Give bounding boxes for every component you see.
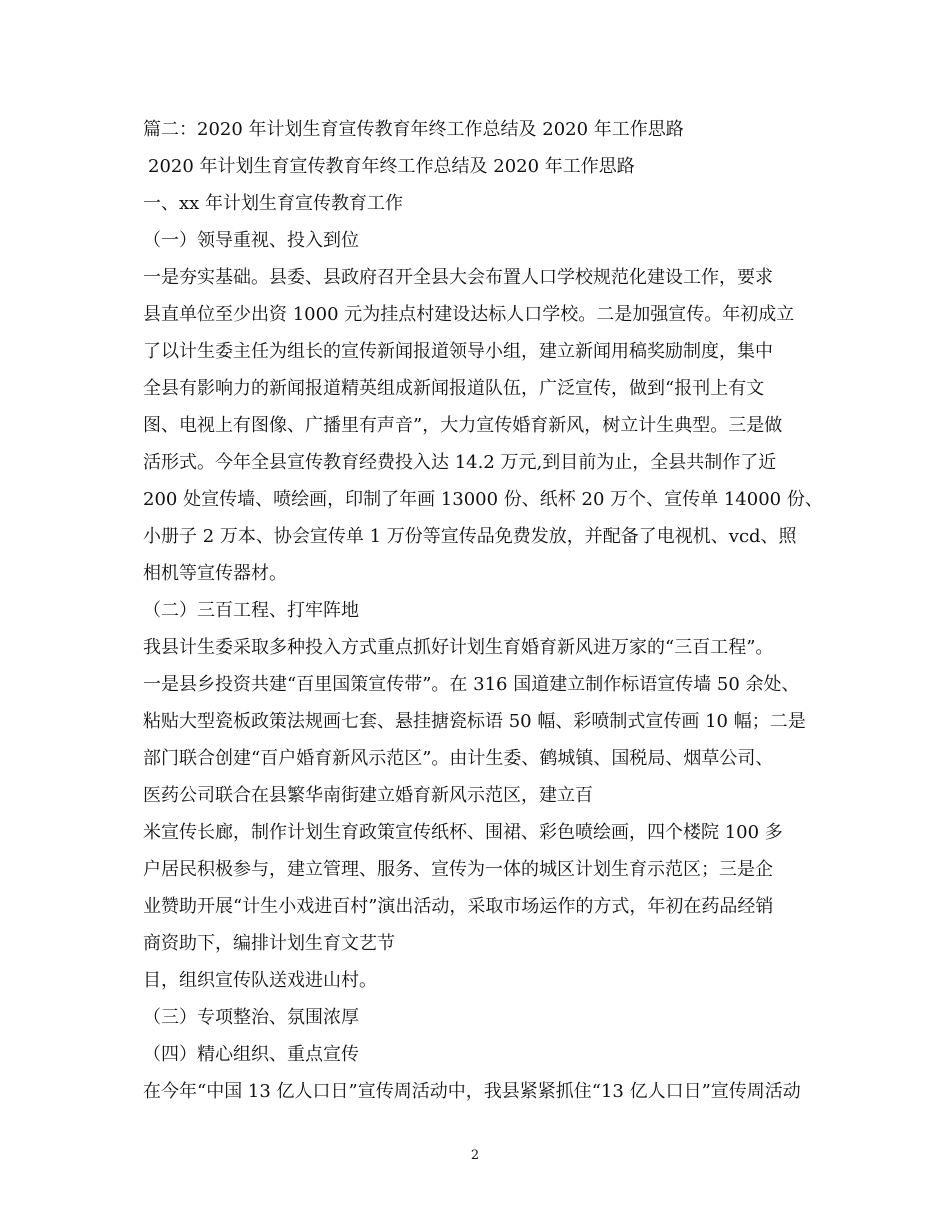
paragraph-line: 在今年“中国 13 亿人口日”宣传周活动中，我县紧紧抓住“13 亿人口日”宣传周活动: [143, 1081, 801, 1102]
paragraph-line: 我县计生委采取多种投入方式重点抓好计划生育婚育新风进万家的“三百工程”。: [143, 637, 774, 658]
paragraph-line: 活形式。今年全县宣传教育经费投入达 14.2 万元,到目前为止，全县共制作了近: [143, 452, 777, 473]
paragraph-line: 县直单位至少出资 1000 元为挂点村建设达标人口学校。二是加强宣传。年初成立: [143, 304, 795, 325]
paragraph-line: 目，组织宣传队送戏进山村。: [143, 970, 377, 991]
paragraph-line: 户居民积极参与，建立管理、服务、宣传为一体的城区计划生育示范区；三是企: [143, 859, 773, 880]
paragraph-line: 医药公司联合在县繁华南街建立婚育新风示范区，建立百: [143, 785, 593, 806]
subsection-heading: （一）领导重视、投入到位: [143, 230, 359, 251]
paragraph-line: 了以计生委主任为组长的宣传新闻报道领导小组，建立新闻用稿奖励制度，集中: [143, 341, 773, 362]
subsection-heading: （三）专项整治、氛围浓厚: [143, 1007, 359, 1028]
paragraph-line: 全县有影响力的新闻报道精英组成新闻报道队伍，广泛宣传，做到“报刊上有文: [143, 378, 765, 399]
paragraph-line: 一是夯实基础。县委、县政府召开全县大会布置人口学校规范化建设工作，要求: [143, 267, 773, 288]
section-heading: 篇二：2020 年计划生育宣传教育年终工作总结及 2020 年工作思路: [143, 119, 684, 140]
paragraph-line: 部门联合创建“百户婚育新风示范区”。由计生委、鹤城镇、国税局、烟草公司、: [143, 748, 774, 769]
paragraph-line: 粘贴大型瓷板政策法规画七套、悬挂搪瓷标语 50 幅、彩喷制式宣传画 10 幅；二是: [143, 711, 806, 732]
paragraph-line: 业赞助开展“计生小戏进百村”演出活动，采取市场运作的方式，年初在药品经销: [143, 896, 774, 917]
document-title: 2020 年计划生育宣传教育年终工作总结及 2020 年工作思路: [148, 156, 635, 177]
paragraph-line: 小册子 2 万本、协会宣传单 1 万份等宣传品免费发放，并配备了电视机、vcd、照: [143, 526, 797, 547]
chapter-heading: 一、xx 年计划生育宣传教育工作: [143, 193, 404, 214]
paragraph-line: 图、电视上有图像、广播里有声音”，大力宣传婚育新风，树立计生典型。三是做: [143, 415, 783, 436]
paragraph-line: 一是县乡投资共建“百里国策宣传带”。在 316 国道建立制作标语宣传墙 50 余处、: [143, 674, 800, 695]
page-number: 2: [470, 1148, 480, 1163]
subsection-heading: （四）精心组织、重点宣传: [143, 1044, 359, 1065]
paragraph-line: 米宣传长廊，制作计划生育政策宣传纸杯、围裙、彩色喷绘画，四个楼院 100 多: [143, 822, 783, 843]
paragraph-line: 200 处宣传墙、喷绘画，印制了年画 13000 份、纸杯 20 万个、宣传单 14000 份、: [143, 489, 823, 510]
subsection-heading: （二）三百工程、打牢阵地: [143, 600, 359, 621]
paragraph-line: 商资助下，编排计划生育文艺节: [143, 933, 395, 954]
paragraph-line: 相机等宣传器材。: [143, 563, 287, 584]
